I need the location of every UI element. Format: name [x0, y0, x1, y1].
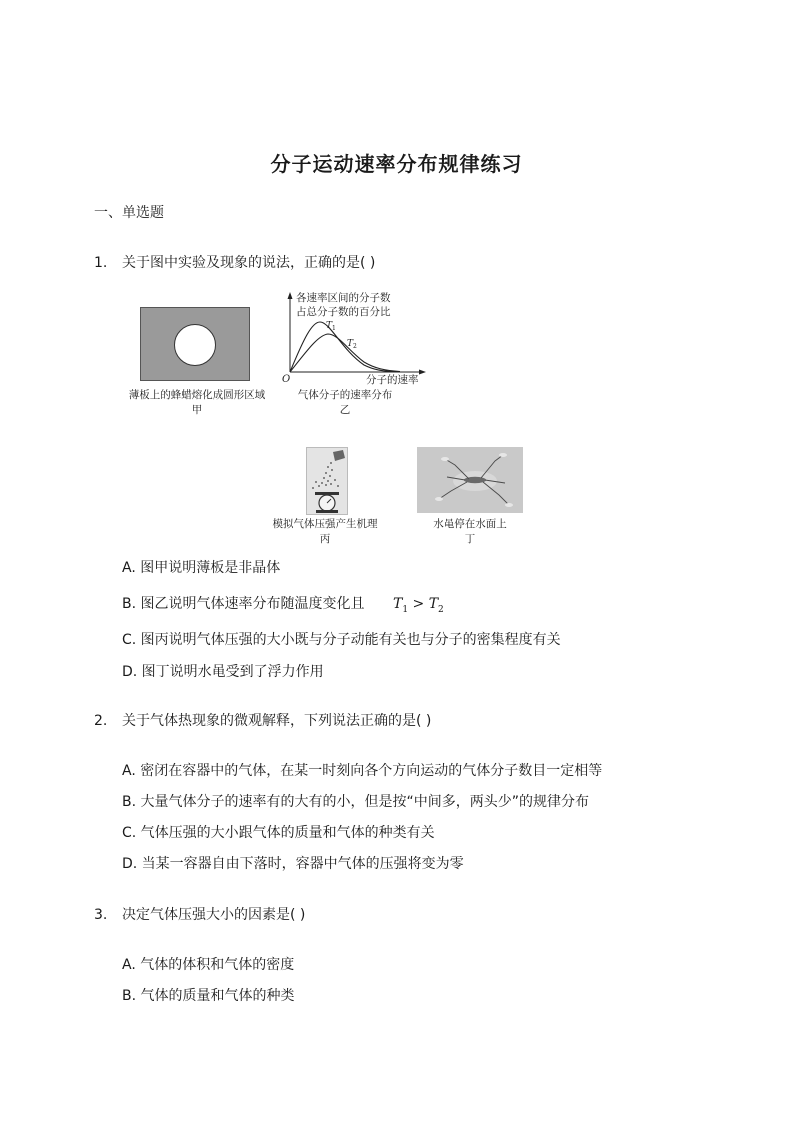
water-strider-illustration [417, 447, 523, 513]
figure-ding-image [417, 447, 523, 513]
y-axis-arrow [288, 292, 293, 299]
question-2-option-c: C. 气体压强的大小跟气体的质量和气体的种类有关 [122, 825, 435, 841]
question-3-option-b: B. 气体的质量和气体的种类 [122, 988, 295, 1004]
question-3 [94, 904, 305, 924]
x-axis-arrow [419, 370, 426, 375]
question-1-option-d: D. 图丁说明水黾受到了浮力作用 [122, 664, 324, 680]
question-stem: 决定气体压强大小的因素是( ) [122, 907, 306, 923]
curve-t1-label: $T_1$ [326, 321, 336, 332]
question-number: 2. [94, 713, 108, 729]
figure-yi-ylabel: 各速率区间的分子数 占总分子数的百分比 [296, 292, 391, 318]
question-1-option-a: A. 图甲说明薄板是非晶体 [122, 560, 281, 576]
question-number: 1. [94, 255, 108, 271]
curve-t2-label: $T_2$ [347, 339, 357, 350]
figure-jia-plate [140, 307, 250, 381]
question-1 [94, 252, 375, 272]
curve-t2 [290, 334, 400, 372]
question-1-option-b: B. 图乙说明气体速率分布随温度变化且 $T_1 > T_2$ [122, 596, 444, 615]
question-3-option-a: A. 气体的体积和气体的密度 [122, 957, 295, 973]
melted-circle-region [174, 324, 216, 366]
pouring-beans-illustration [307, 448, 347, 514]
question-1-option-c: C. 图丙说明气体压强的大小既与分子动能有关也与分子的密集程度有关 [122, 632, 561, 648]
question-stem: 关于气体热现象的微观解释，下列说法正确的是( ) [122, 713, 432, 729]
origin-label: O [282, 374, 291, 385]
figure-ding-caption: 水黾停在水面上 丁 [433, 518, 507, 545]
figure-jia-caption: 薄板上的蜂蜡熔化成圆形区域 甲 [128, 389, 266, 416]
figure-yi-xlabel: 分子的速率 [366, 374, 419, 386]
question-2-option-d: D. 当某一容器自由下落时，容器中气体的压强将变为零 [122, 856, 464, 872]
question-2-option-b: B. 大量气体分子的速率有的大有的小，但是按“中间多，两头少”的规律分布 [122, 794, 590, 810]
figure-yi-caption: 气体分子的速率分布 乙 [297, 389, 393, 416]
formula-t1-greater-t2: $T_1 > T_2$ [392, 596, 444, 615]
figure-bing-image [306, 447, 348, 515]
question-2-option-a: A. 密闭在容器中的气体，在某一时刻向各个方向运动的气体分子数目一定相等 [122, 763, 603, 779]
question-number: 3. [94, 907, 108, 923]
curve-t1 [290, 322, 394, 372]
section-heading: 一、单选题 [94, 205, 164, 221]
question-stem: 关于图中实验及现象的说法，正确的是( ) [122, 255, 376, 271]
page-title: 分子运动速率分布规律练习 [270, 152, 523, 176]
question-2 [94, 710, 431, 730]
figure-bing-caption: 模拟气体压强产生机理 丙 [272, 518, 378, 545]
